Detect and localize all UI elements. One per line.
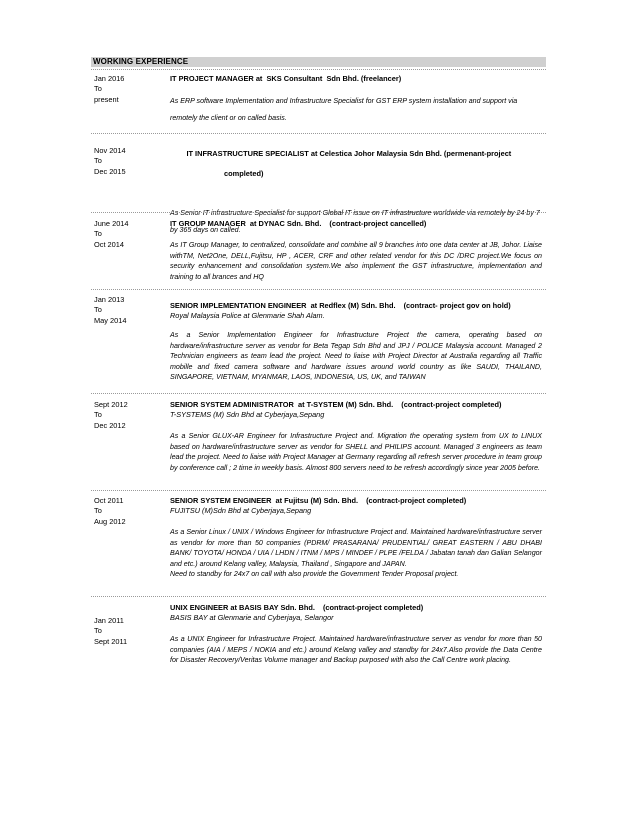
job-title: SENIOR SYSTEM ENGINEER at Fujitsu (M) Sdn. Bhd. (contract-project completed) bbox=[170, 496, 467, 505]
contract-status: (contract-project cancelled) bbox=[329, 219, 427, 228]
job-title: SENIOR IMPLEMENTATION ENGINEER at Redflex (M) Sdn. Bhd. (contract- project gov on hold) bbox=[170, 301, 511, 310]
divider bbox=[91, 596, 546, 597]
divider bbox=[91, 393, 546, 394]
entry-date: June 2014 To Oct 2014 bbox=[94, 219, 129, 249]
job-description: As ERP software Implementation and Infrastructure Specialist for GST ERP system installation and support via remotely the client or on called basis. bbox=[170, 97, 518, 122]
job-description: As a Senior Linux / UNIX / Windows Engineer for Infrastructure Project and. Maintained hardware/infrastructure server as vendor for more than 50 companies (PDRM/ PRASARANA/ PRUDENTIAL/ GREAT EASTERN / ABU DHABI BANK/ TOYOTA/ HONDA / UIA / LHDN / ITNM / MPS / MINDEF / PLPE /FELDA / Jabatan tanah dan Galian Selangor and etc.) around Kelang valley, Malaysia, Thailand , Singapore and JAPAN. Need to standby for 24x7 on call with also provide the Government Tender Proposal project. bbox=[170, 528, 542, 579]
job-title: IT PROJECT MANAGER at SKS Consultant Sdn Bhd. (freelancer) bbox=[170, 74, 402, 83]
divider bbox=[91, 69, 546, 70]
contract-status: (contract-project completed) bbox=[401, 400, 502, 409]
entry-content bbox=[170, 603, 542, 666]
entry-date: Jan 2011 To Sept 2011 bbox=[94, 616, 128, 646]
entry-content bbox=[170, 301, 542, 383]
entry-content bbox=[170, 219, 542, 282]
company-location: BASIS BAY at Glenmarie and Cyberjaya, Selangor bbox=[170, 613, 334, 622]
job-description: As IT Group Manager, to centralized, consolidate and combine all 9 branches into one data center at JB, Johor. Liaise withTM, Net2One, DELL,Fujitsu, HP , ACER, CRF and other related vendor for this DC /DRC project.We focus on security enhancement and consolidation system.We also implement the GST infrastructure, implementation and training to all brances and HQ bbox=[170, 241, 542, 281]
divider bbox=[91, 133, 546, 134]
entry-date: Sept 2012 To Dec 2012 bbox=[94, 400, 128, 430]
contract-status: (contract-project completed) bbox=[366, 496, 467, 505]
job-title: IT GROUP MANAGER at DYNAC Sdn. Bhd. (contract-project cancelled) bbox=[170, 219, 427, 228]
entry-date: Oct 2011 To Aug 2012 bbox=[94, 496, 126, 526]
entry-content bbox=[170, 400, 542, 473]
entry-date: Jan 2013 To May 2014 bbox=[94, 295, 127, 325]
job-description: As a Senior GLUX-AR Engineer for Infrastructure Project and. Migration the operating system from UX to LINUX based on hardware/infrastructure server as vendor for SHELL and PHILIPS account. Managed 3 engineers as team lead the project. Need to liaise with Project Manager at Germany regarding all refresh server procedure in team group by conference call ; 2 time in weekly basis. Almost 800 servers need to be refresh accordingly since year 2005 before. bbox=[170, 432, 542, 472]
job-title: IT INFRASTRUCTURE SPECIALIST at Celestica Johor Malaysia Sdn Bhd. (permenant-project completed) bbox=[186, 149, 512, 178]
entry-date: Nov 2014 To Dec 2015 bbox=[94, 146, 126, 176]
company-location: FUJITSU (M)Sdn Bhd at Cyberjaya,Sepang bbox=[170, 506, 312, 515]
company-location: T-SYSTEMS (M) Sdn Bhd at Cyberjaya,Sepang bbox=[170, 410, 325, 419]
job-description: As Senior IT infrastructure Specialist for support Global IT issue on IT infrastructure worldwide via remotely by 24 by 7 by 365 days on called. bbox=[170, 209, 540, 234]
company-location: Royal Malaysia Police at Glenmarie Shah Alam. bbox=[170, 311, 325, 320]
divider bbox=[91, 490, 546, 491]
job-description: As a UNIX Engineer for Infrastructure Project. Maintained hardware/infrastructure server as vendor for more than 50 companies (AIA / MEPS / NOKIA and etc.) around Kelang valley and standby for 24x7.Also provide the Data Centre for Disaster Recovery/Veritas Volume manager and Backup purposed with also the Call Centre work placing. bbox=[170, 635, 542, 665]
job-title: UNIX ENGINEER at BASIS BAY Sdn. Bhd. (contract-project completed) bbox=[170, 603, 424, 612]
contract-status: (contract- project gov on hold) bbox=[403, 301, 511, 310]
entry-date: Jan 2016 To present bbox=[94, 74, 125, 104]
job-title: SENIOR SYSTEM ADMINISTRATOR at T-SYSTEM (M) Sdn. Bhd. (contract-project completed) bbox=[170, 400, 502, 409]
divider bbox=[91, 212, 546, 213]
job-description: As a Senior Implementation Engineer for Infrastructure Project the camera, operating based on hardware/infrastructure server as vendor for Beta Tegap Sdn Bhd and JPJ / POLICE Malaysia account. Managed 2 Technician engineers as team lead the project. Need to liaise with Project Director at Australia regarding all Traffic mobille and fixed camera software and hardware issues around world country as like SAUDI, THAILAND, SINGAPORE, VIETNAM, MYANMAR, LAOS, INDONESIA, US, UK, and TAIWAN bbox=[170, 331, 542, 382]
entry-content bbox=[170, 74, 542, 127]
contract-status: (contract-project completed) bbox=[322, 603, 424, 612]
divider bbox=[91, 289, 546, 290]
section-title: WORKING EXPERIENCE bbox=[93, 57, 189, 66]
entry-content bbox=[170, 496, 542, 580]
